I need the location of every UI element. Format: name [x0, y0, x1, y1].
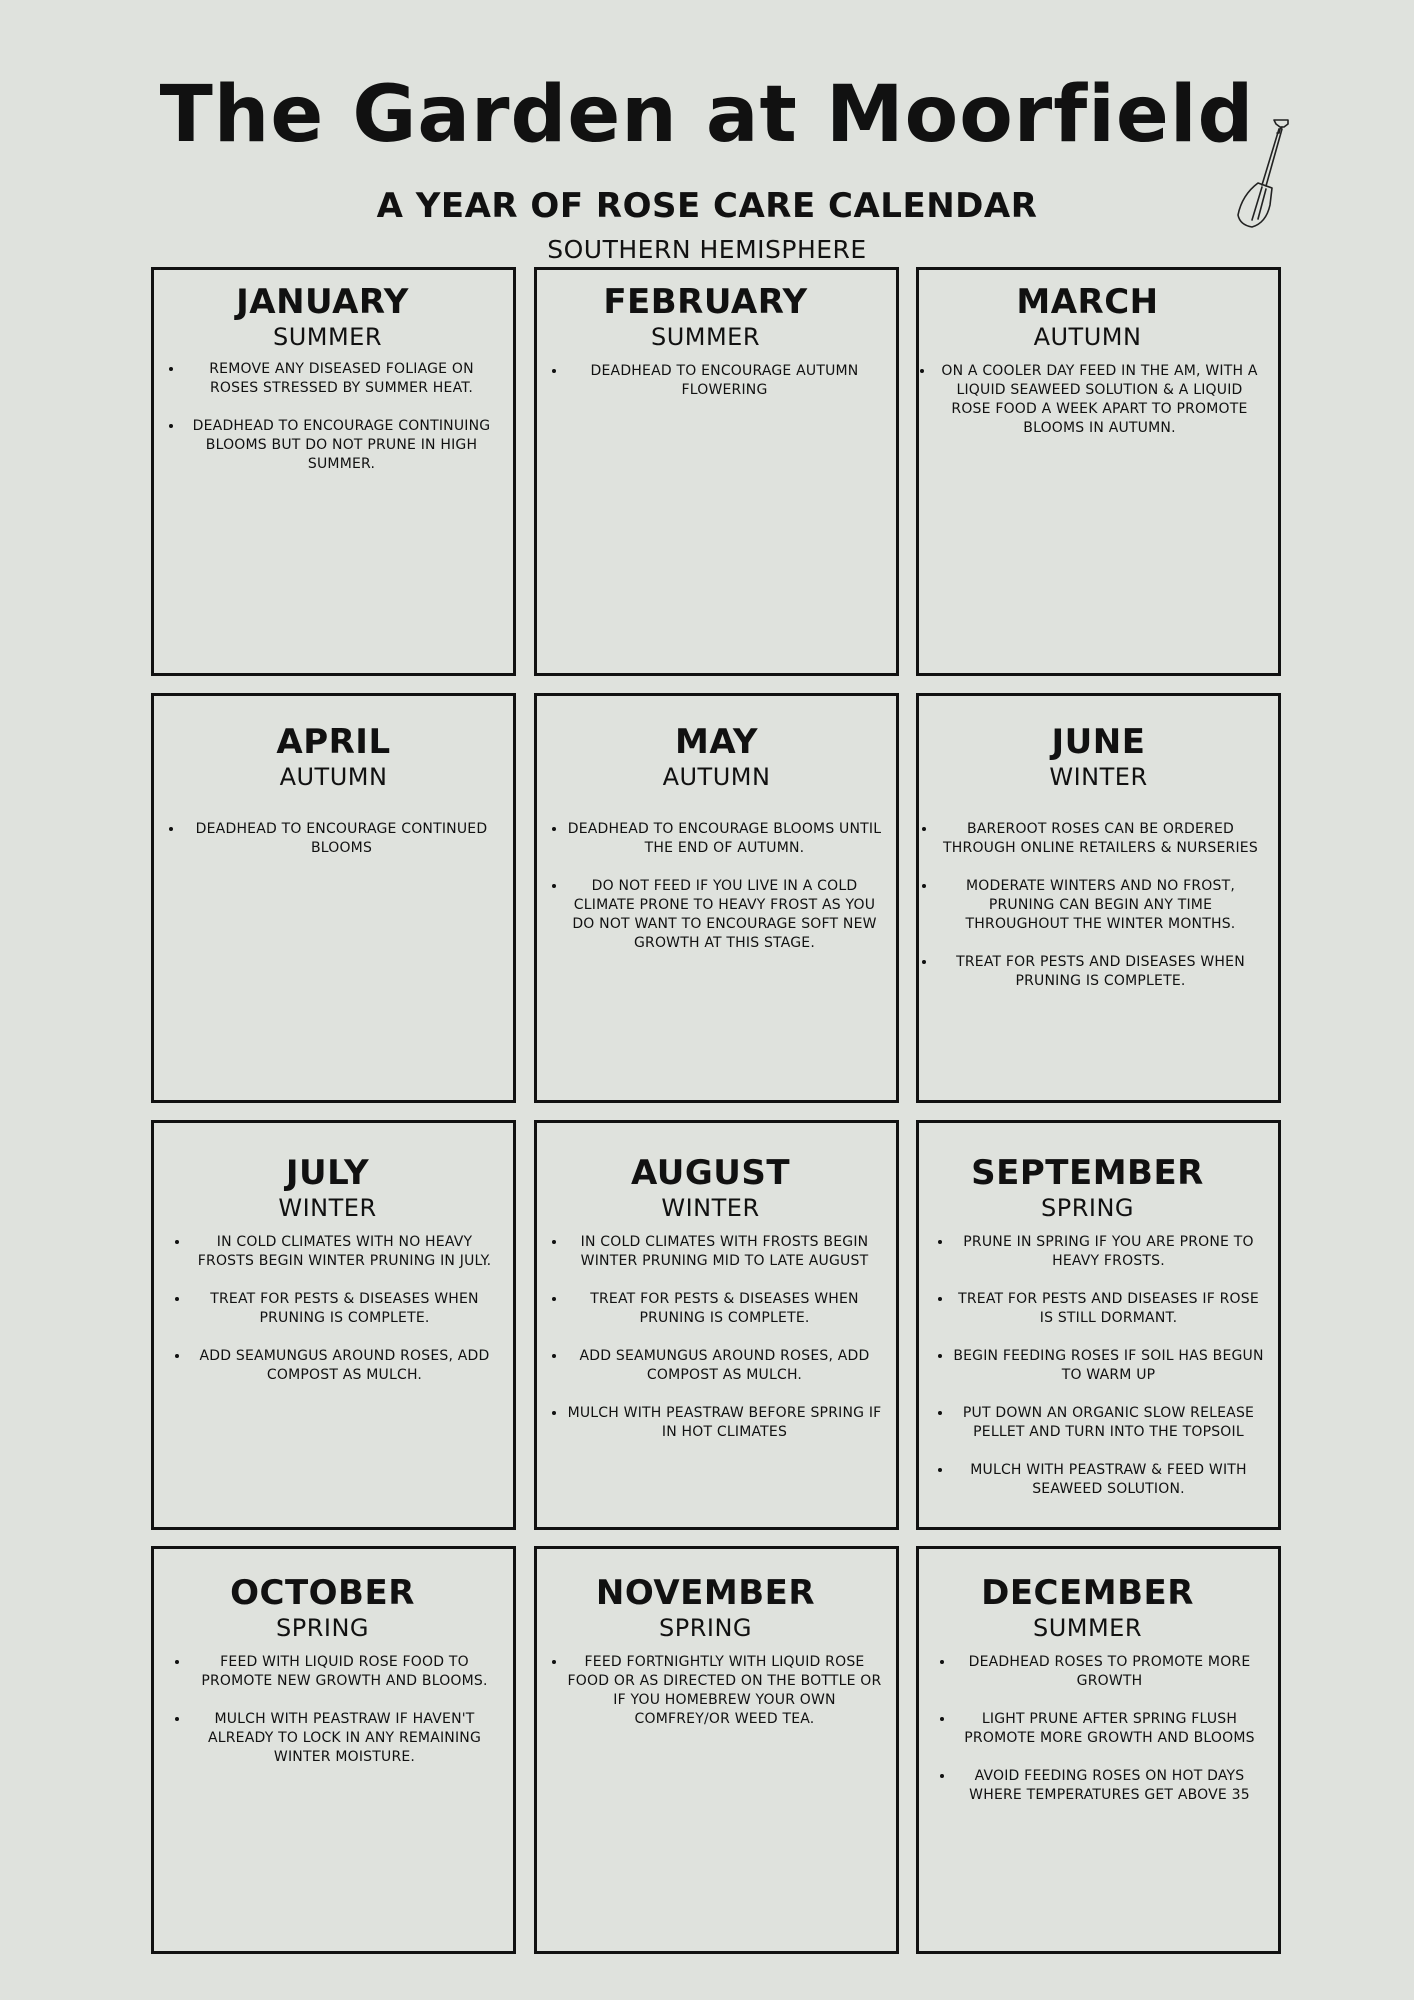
- task-item: • TREAT FOR PESTS & DISEASES WHEN PRUNING IS COMPLETE.: [567, 1290, 882, 1328]
- task-list: [537, 820, 896, 953]
- task-list: [919, 1653, 1278, 1805]
- page-title: The Garden at Moorfield: [159, 70, 1255, 160]
- month-card-december: [916, 1546, 1281, 1954]
- month-name: AUGUST: [630, 1153, 791, 1193]
- month-card-may: [534, 693, 899, 1103]
- task-item: • TREAT FOR PESTS AND DISEASES WHEN PRUNING IS COMPLETE.: [937, 953, 1264, 991]
- season-label: SPRING: [658, 1614, 752, 1642]
- task-item: • MULCH WITH PEASTRAW IF HAVEN'T ALREADY TO LOCK IN ANY REMAINING WINTER MOISTURE.: [190, 1710, 499, 1767]
- task-item: • ON A COOLER DAY FEED IN THE AM, WITH A LIQUID SEAWEED SOLUTION & A LIQUID ROSE FOOD A WEEK APART TO PROMOTE BLOOMS IN AUTUMN.: [935, 362, 1264, 438]
- task-item: • DEADHEAD TO ENCOURAGE CONTINUING BLOOMS BUT DO NOT PRUNE IN HIGH SUMMER.: [184, 417, 499, 474]
- season-label: AUTUMN: [279, 763, 388, 791]
- task-item: • BEGIN FEEDING ROSES IF SOIL HAS BEGUN TO WARM UP: [953, 1347, 1264, 1385]
- hemisphere-label: SOUTHERN HEMISPHERE: [547, 235, 867, 264]
- task-item: • BAREROOT ROSES CAN BE ORDERED THROUGH ONLINE RETAILERS & NURSERIES: [937, 820, 1264, 858]
- task-item: • FEED FORTNIGHTLY WITH LIQUID ROSE FOOD OR AS DIRECTED ON THE BOTTLE OR IF YOU HOMEBREW YOUR OWN COMFREY/OR WEED TEA.: [567, 1653, 882, 1729]
- task-list: [919, 1233, 1278, 1499]
- task-item: • AVOID FEEDING ROSES ON HOT DAYS WHERE TEMPERATURES GET ABOVE 35: [955, 1767, 1264, 1805]
- season-label: SUMMER: [272, 323, 383, 351]
- task-item: • DEADHEAD ROSES TO PROMOTE MORE GROWTH: [955, 1653, 1264, 1691]
- task-item: • TREAT FOR PESTS & DISEASES WHEN PRUNING IS COMPLETE.: [190, 1290, 499, 1328]
- task-list: [154, 360, 513, 474]
- season-label: SPRING: [275, 1614, 369, 1642]
- season-label: WINTER: [1049, 763, 1148, 791]
- month-card-june: [916, 693, 1281, 1103]
- month-card-november: [534, 1546, 899, 1954]
- task-item: • PRUNE IN SPRING IF YOU ARE PRONE TO HEAVY FROSTS.: [953, 1233, 1264, 1271]
- task-item: • TREAT FOR PESTS AND DISEASES IF ROSE IS STILL DORMANT.: [953, 1290, 1264, 1328]
- month-name: NOVEMBER: [595, 1573, 816, 1613]
- month-name: MAY: [674, 722, 758, 762]
- task-list: [537, 1233, 896, 1442]
- task-list: [154, 820, 513, 858]
- month-card-september: [916, 1120, 1281, 1530]
- page-subtitle: A YEAR OF ROSE CARE CALENDAR: [376, 186, 1038, 226]
- task-item: • IN COLD CLIMATES WITH FROSTS BEGIN WINTER PRUNING MID TO LATE AUGUST: [567, 1233, 882, 1271]
- task-item: • DEADHEAD TO ENCOURAGE AUTUMN FLOWERING: [567, 362, 882, 400]
- task-list: [919, 362, 1278, 438]
- task-item: • IN COLD CLIMATES WITH NO HEAVY FROSTS BEGIN WINTER PRUNING IN JULY.: [190, 1233, 499, 1271]
- month-name: DECEMBER: [981, 1573, 1194, 1613]
- task-item: • ADD SEAMUNGUS AROUND ROSES, ADD COMPOST AS MULCH.: [567, 1347, 882, 1385]
- month-name: MARCH: [1016, 282, 1159, 322]
- month-card-july: [151, 1120, 516, 1530]
- task-item: • MODERATE WINTERS AND NO FROST, PRUNING CAN BEGIN ANY TIME THROUGHOUT THE WINTER MONTHS.: [937, 877, 1264, 934]
- season-label: AUTUMN: [1033, 323, 1142, 351]
- task-item: • DEADHEAD TO ENCOURAGE BLOOMS UNTIL THE END OF AUTUMN.: [567, 820, 882, 858]
- task-item: • REMOVE ANY DISEASED FOLIAGE ON ROSES STRESSED BY SUMMER HEAT.: [184, 360, 499, 398]
- task-list: [537, 362, 896, 400]
- task-item: • LIGHT PRUNE AFTER SPRING FLUSH PROMOTE MORE GROWTH AND BLOOMS: [955, 1710, 1264, 1748]
- season-label: WINTER: [278, 1194, 377, 1222]
- month-card-january: [151, 267, 516, 676]
- season-label: SUMMER: [650, 323, 761, 351]
- task-item: • DO NOT FEED IF YOU LIVE IN A COLD CLIMATE PRONE TO HEAVY FROST AS YOU DO NOT WANT TO ENCOURAGE SOFT NEW GROWTH AT THIS STAGE.: [567, 877, 882, 953]
- season-label: SPRING: [1040, 1194, 1134, 1222]
- month-card-april: [151, 693, 516, 1103]
- season-label: SUMMER: [1032, 1614, 1143, 1642]
- task-item: • PUT DOWN AN ORGANIC SLOW RELEASE PELLET AND TURN INTO THE TOPSOIL: [953, 1404, 1264, 1442]
- task-list: [154, 1653, 513, 1767]
- month-name: APRIL: [276, 722, 391, 762]
- month-name: JULY: [285, 1153, 370, 1193]
- month-card-february: [534, 267, 899, 676]
- task-item: • FEED WITH LIQUID ROSE FOOD TO PROMOTE NEW GROWTH AND BLOOMS.: [190, 1653, 499, 1691]
- month-card-march: [916, 267, 1281, 676]
- task-list: [537, 1653, 896, 1729]
- month-name: SEPTEMBER: [971, 1153, 1204, 1193]
- month-name: JUNE: [1051, 722, 1146, 762]
- task-item: • MULCH WITH PEASTRAW BEFORE SPRING IF IN HOT CLIMATES: [567, 1404, 882, 1442]
- month-card-august: [534, 1120, 899, 1530]
- task-item: • ADD SEAMUNGUS AROUND ROSES, ADD COMPOST AS MULCH.: [190, 1347, 499, 1385]
- month-name: JANUARY: [236, 282, 409, 322]
- month-name: OCTOBER: [230, 1573, 415, 1613]
- task-item: • DEADHEAD TO ENCOURAGE CONTINUED BLOOMS: [184, 820, 499, 858]
- month-name: FEBRUARY: [603, 282, 808, 322]
- month-card-october: [151, 1546, 516, 1954]
- season-label: AUTUMN: [662, 763, 771, 791]
- task-list: [919, 820, 1278, 991]
- task-item: • MULCH WITH PEASTRAW & FEED WITH SEAWEED SOLUTION.: [953, 1461, 1264, 1499]
- season-label: WINTER: [661, 1194, 760, 1222]
- task-list: [154, 1233, 513, 1385]
